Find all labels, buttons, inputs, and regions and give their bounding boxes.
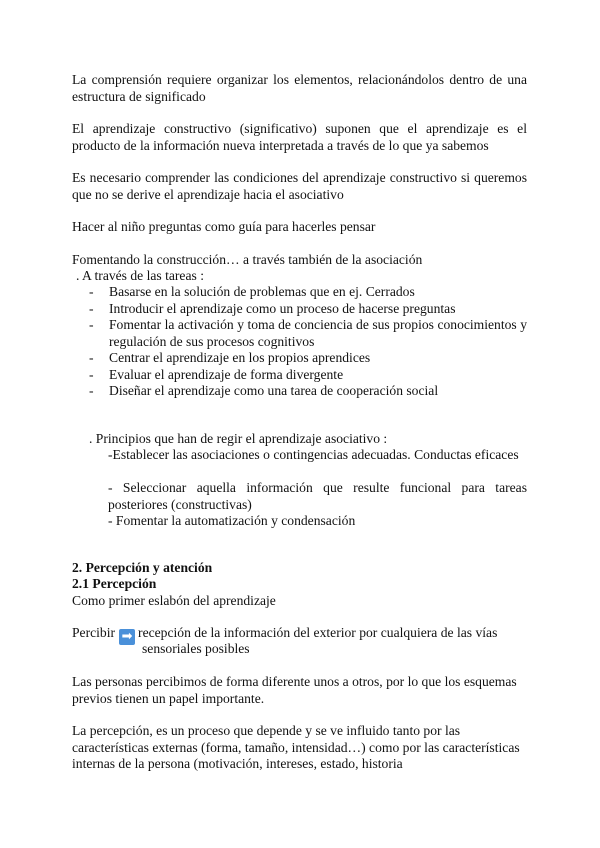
perceive-definition-line1: recepción de la información del exterior por cualquiera de las vías [138, 625, 498, 640]
perceive-term: Percibir [72, 625, 116, 640]
paragraph-conditions: Es necesario comprender las condiciones del aprendizaje constructivo si queremos que no se derive el aprendizaje hacia el asociativo [72, 170, 527, 202]
principle-item: -Establecer las asociaciones o contingencias adecuadas. Conductas eficaces [108, 447, 519, 462]
principle-item: - Seleccionar aquella información que resulte funcional para tareas posteriores (constructivas) [108, 480, 527, 512]
perceive-definition [72, 625, 532, 645]
paragraph-comprehension: La comprensión requiere organizar los elementos, relacionándolos dentro de una estructura de significado [72, 72, 527, 104]
subsection-title: 2.1 Percepción [72, 576, 157, 591]
section-title: 2. Percepción y atención [72, 560, 213, 575]
tasks-list [89, 284, 527, 400]
list-item: - Diseñar el aprendizaje como una tarea de cooperación social [89, 383, 527, 400]
right-arrow-icon: ➡ [119, 629, 135, 645]
paragraph-constructive-learning: El aprendizaje constructivo (significativo) suponen que el aprendizaje es el producto de la información nueva interpretada a través de lo que ya sabemos [72, 121, 527, 153]
list-item: - Introducir el aprendizaje como un proceso de hacerse preguntas [89, 301, 527, 318]
paragraph-perception-differs: Las personas percibimos de forma diferente unos a otros, por lo que los esquemas previos tienen un papel importante. [72, 674, 517, 706]
tasks-heading: . A través de las tareas : [76, 268, 204, 283]
list-item: - Centrar el aprendizaje en los propios aprendices [89, 350, 527, 367]
paragraph-questions: Hacer al niño preguntas como guía para hacerles pensar [72, 219, 376, 234]
list-item: - Basarse en la solución de problemas que en ej. Cerrados [89, 284, 527, 301]
perceive-definition-line2: sensoriales posibles [142, 641, 250, 656]
list-item: - Fomentar la activación y toma de conciencia de sus propios conocimientos y regulación de sus procesos cognitivos [89, 317, 527, 350]
principles-heading: . Principios que han de regir el aprendizaje asociativo : [89, 431, 388, 446]
paragraph-fostering: Fomentando la construcción… a través también de la asociación [72, 252, 423, 267]
paragraph-perception-process: La percepción, es un proceso que depende y se ve influido tanto por las características externas (forma, tamaño, intensidad…) como por las características internas de la persona (motivación, intereses, estado, historia [72, 723, 520, 771]
principle-item: - Fomentar la automatización y condensación [108, 513, 356, 528]
subsection-intro: Como primer eslabón del aprendizaje [72, 593, 276, 608]
list-item: - Evaluar el aprendizaje de forma divergente [89, 367, 527, 384]
